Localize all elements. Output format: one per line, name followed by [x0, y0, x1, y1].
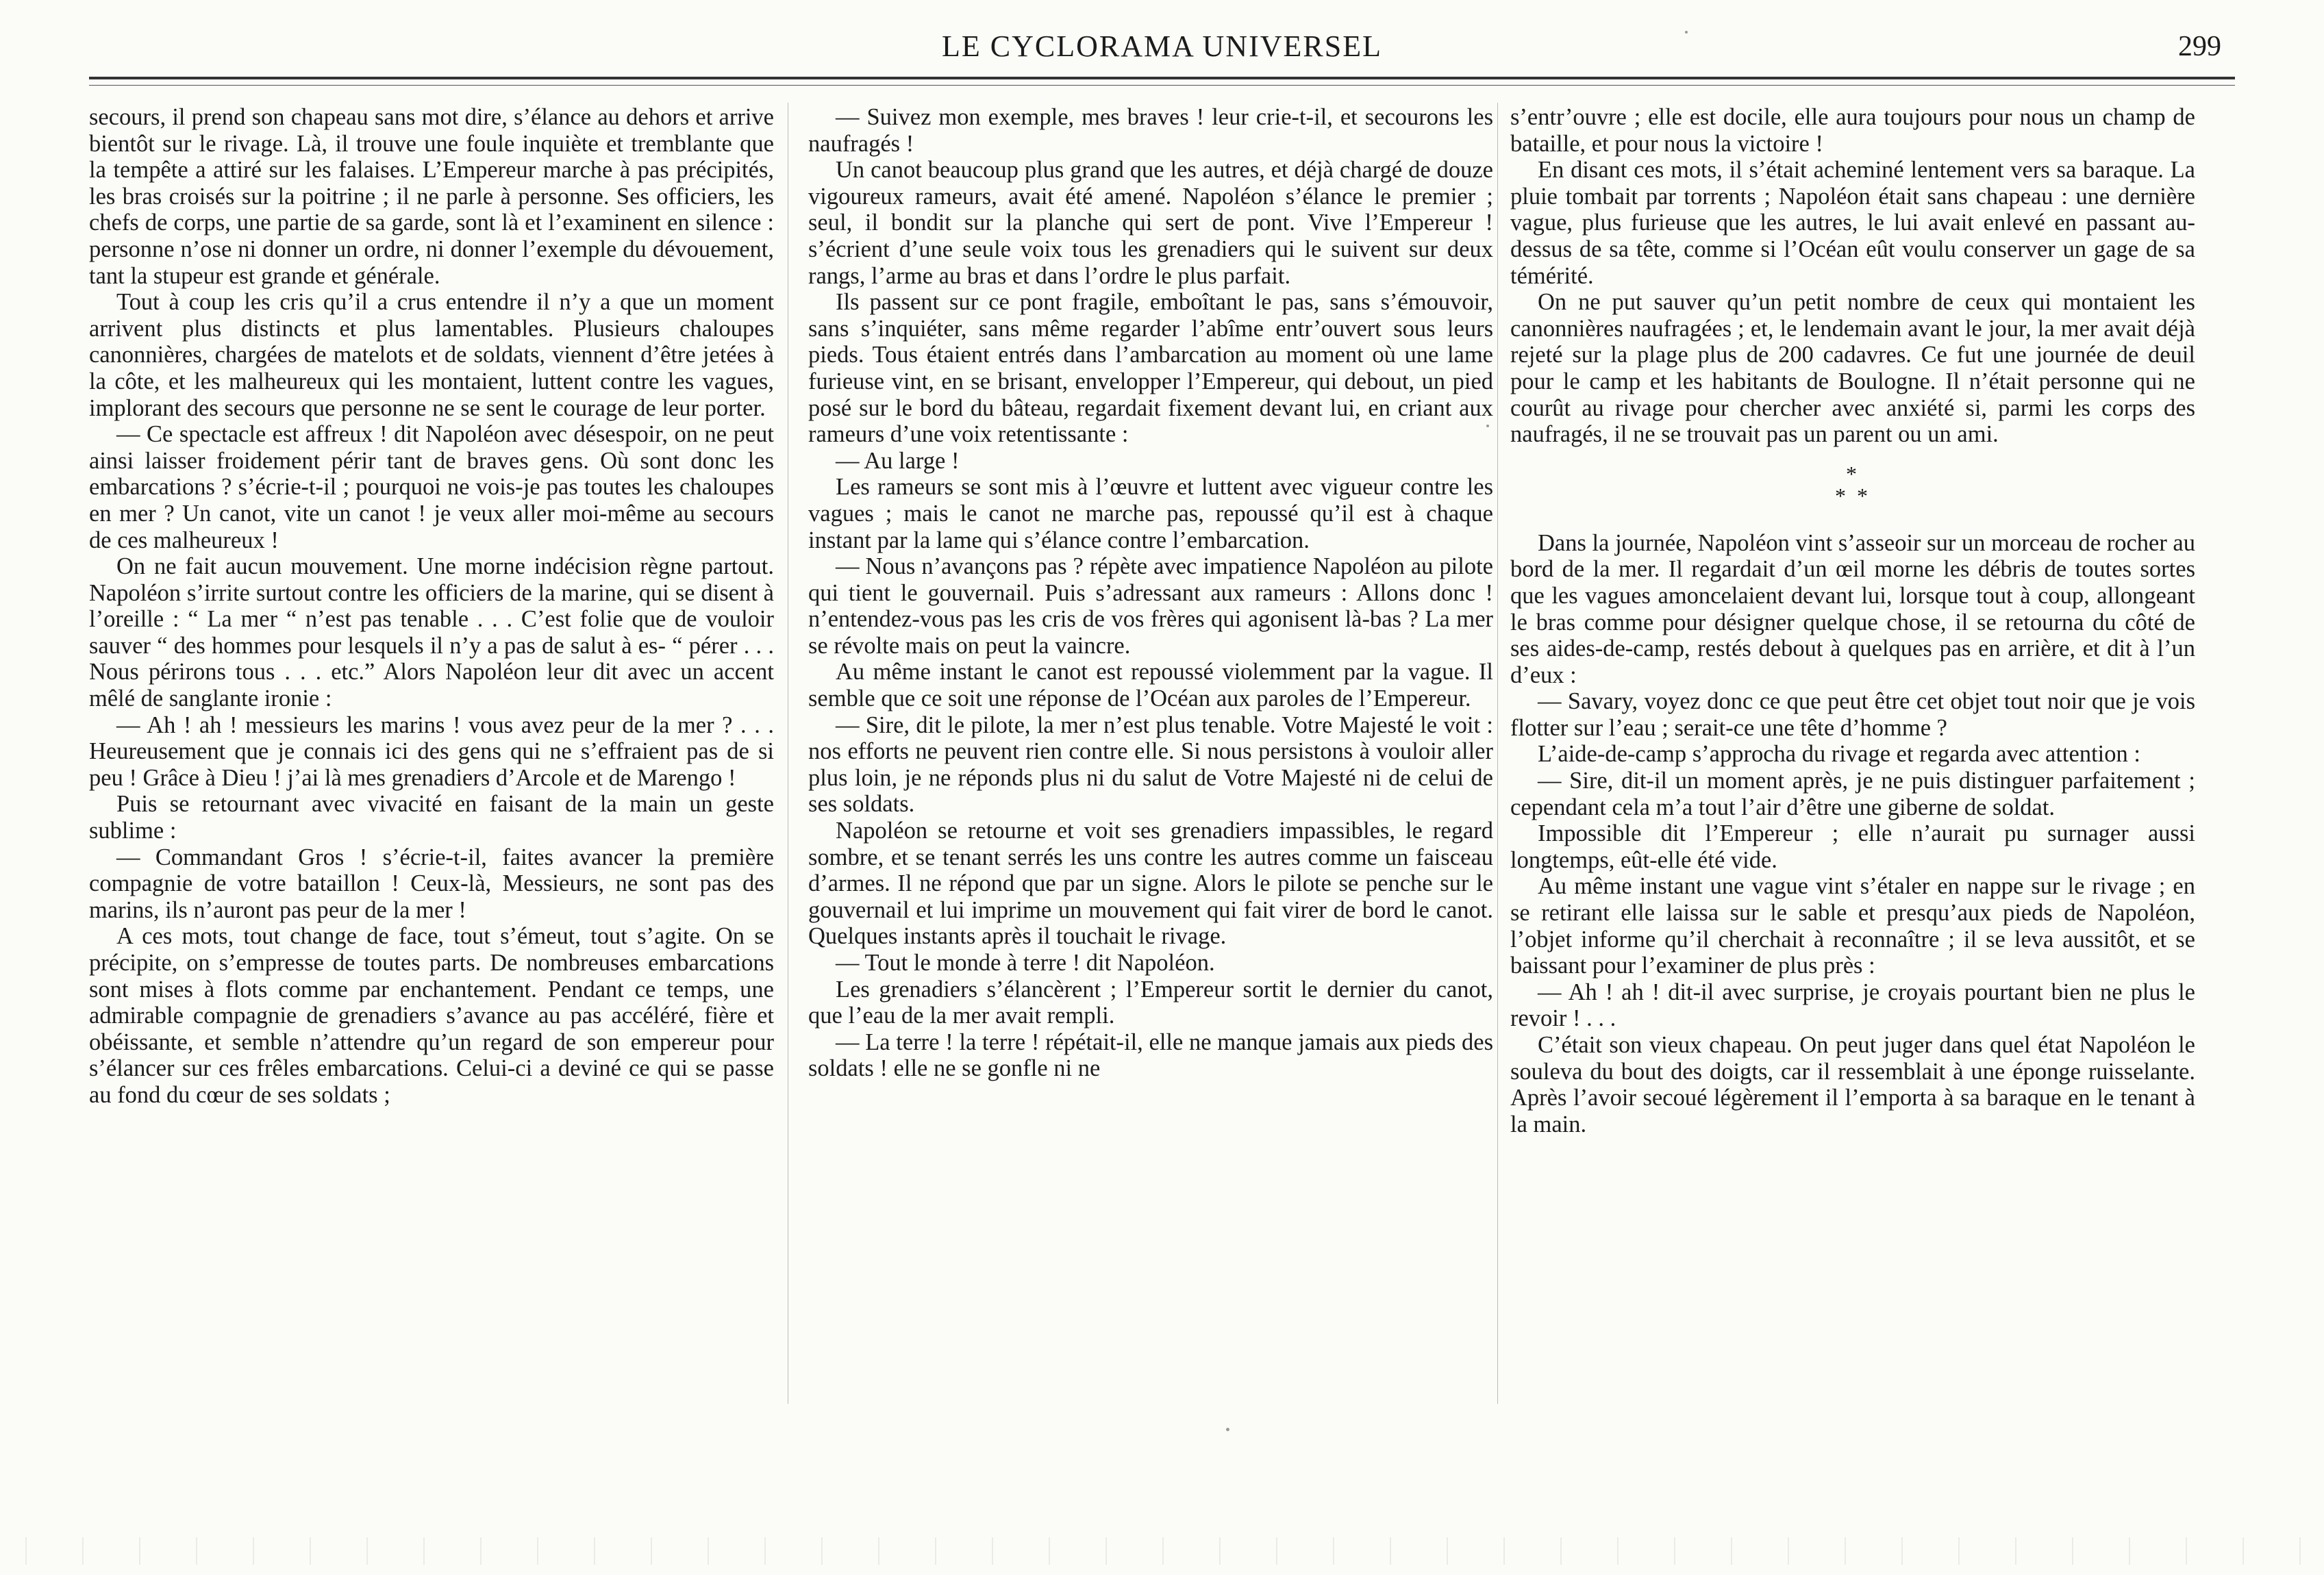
- header-rule-thin: [89, 85, 2235, 86]
- paragraph: — Suivez mon exemple, mes braves ! leur crie-t-il, et secourons les naufragés !: [808, 104, 1493, 157]
- ink-speck: [1685, 31, 1688, 34]
- paragraph: Les grenadiers s’élancèrent ; l’Empereur sortit le dernier du canot, que l’eau de la mer avait rempli.: [808, 976, 1493, 1029]
- header-rule-thick: [89, 77, 2235, 79]
- paragraph: s’entr’ouvre ; elle est docile, elle aura toujours pour nous un champ de bataille, et pour nous la victoire !: [1510, 104, 2195, 157]
- paragraph: — Ah ! ah ! dit-il avec surprise, je croyais pourtant bien ne plus le revoir ! . . .: [1510, 979, 2195, 1032]
- paragraph: Les rameurs se sont mis à l’œuvre et luttent avec vigueur contre les vagues ; mais le canot ne marche pas, repoussé qu’il est à chaque instant par la lame qui s’élance contre l’embarcation.: [808, 474, 1493, 553]
- paragraph: — Sire, dit le pilote, la mer n’est plus tenable. Votre Majesté le voit : nos efforts ne peuvent rien contre elle. Si nous persistons à vouloir aller plus loin, je ne réponds plus ni du salut de Votre Majesté ni de celui de ses soldats.: [808, 711, 1493, 818]
- paragraph: — Ah ! ah ! messieurs les marins ! vous avez peur de la mer ? . . . Heureusement que je connais ici des gens qui ne s’effraient pas de si peu ! Grâce à Dieu ! j’ai là mes grenadiers d’Arcole et de Marengo !: [89, 711, 774, 791]
- paragraph: — Savary, voyez donc ce que peut être cet objet tout noir que je vois flotter sur l’eau ; serait-ce une tête d’homme ?: [1510, 688, 2195, 741]
- paragraph: On ne put sauver qu’un petit nombre de ceux qui montaient les canonnières naufragées ; et, le lendemain avant le jour, la mer avait déjà rejeté sur la plage plus de 200 cadavres. Ce fut une journée de deuil pour le camp et les habitants de Boulogne. Il n’était personne qui ne courût au rivage pour chercher avec anxiété si, parmi les corps des naufragés, il ne se trouvait pas un parent ou un ami.: [1510, 289, 2195, 448]
- paragraph: — Nous n’avançons pas ? répète avec impatience Napoléon au pilote qui tient le gouvernail. Puis s’adressant aux rameurs : Allons donc ! n’entendez-vous pas les cris de vos frères qui agonisent là-bas ? La mer se révolte mais on peut la vaincre.: [808, 553, 1493, 659]
- paragraph: En disant ces mots, il s’était acheminé lentement vers sa baraque. La pluie tombait par torrents ; Napoléon était sans chapeau : une dernière vague, plus furieuse que les autres, le lui avait enlevé en passant au-dessus de sa tête, comme si l’Océan eût voulu conserver un gage de sa témérité.: [1510, 157, 2195, 289]
- ink-speck: [1226, 1428, 1229, 1431]
- paragraph: — Sire, dit-il un moment après, je ne puis distinguer parfaitement ; cependant cela m’a tout l’air d’être une giberne de soldat.: [1510, 768, 2195, 820]
- paragraph: Tout à coup les cris qu’il a crus entendre il n’y a que un moment arrivent plus distincts et plus lamentables. Plusieurs chaloupes canonnières, chargées de matelots et de soldats, viennent d’être jetées à la côte, et les malheureux qui les montaient, luttent contre les vagues, implorant des secours que personne ne se sent le courage de leur porter.: [89, 289, 774, 421]
- paragraph: On ne fait aucun mouvement. Une morne indécision règne partout. Napoléon s’irrite surtout contre les officiers de la marine, qui se disent à l’oreille : “ La mer “ n’est pas tenable . . . C’est folie que de vouloir sauver “ des hommes pour lesquels il n’y a pas de salut à es- “ pérer . . . Nous périrons tous . . . etc.” Alors Napoléon leur dit avec un accent mêlé de sanglante ironie :: [89, 553, 774, 712]
- running-head: [82, 26, 2242, 74]
- paragraph: Napoléon se retourne et voit ses grenadiers impassibles, le regard sombre, et se tenant serrés les uns contre les autres comme un faisceau d’armes. Il ne répond que par un signe. Alors le pilote se penche sur le gouvernail et lui imprime un mouvement qui fait virer de bord le canot. Quelques instants après il touchait le rivage.: [808, 818, 1493, 950]
- paragraph: Impossible dit l’Empereur ; elle n’aurait pu surnager aussi longtemps, eût-elle été vide.: [1510, 820, 2195, 873]
- paragraph: Au même instant une vague vint s’étaler en nappe sur le rivage ; en se retirant elle laissa sur le sable et presqu’aux pieds de Napoléon, l’objet informe qu’il cherchait à reconnaître ; il se leva aussitôt, et se baissant pour l’examiner de plus près :: [1510, 873, 2195, 979]
- paragraph: Dans la journée, Napoléon vint s’asseoir sur un morceau de rocher au bord de la mer. Il regardait d’un œil morne les débris de toutes sortes que les vagues amoncelaient devant lui, lorsque tout à coup, allongeant le bras comme pour désigner quelque chose, il se retourna du côté de ses aides-de-camp, restés debout à quelques pas en arrière, et dit à l’un d’eux :: [1510, 529, 2195, 688]
- text-column-1: [89, 104, 774, 1109]
- paragraph: — Tout le monde à terre ! dit Napoléon.: [836, 950, 1215, 976]
- paragraph: L’aide-de-camp s’approcha du rivage et regarda avec attention :: [1538, 741, 2140, 768]
- scan-noise: [0, 1537, 2324, 1565]
- paragraph: — La terre ! la terre ! répétait-il, elle ne manque jamais aux pieds des soldats ! elle ne se gonfle ni ne: [808, 1029, 1493, 1082]
- journal-title: LE CYCLORAMA UNIVERSEL: [942, 29, 1382, 63]
- page-number: 299: [2178, 31, 2221, 62]
- paragraph: — Ce spectacle est affreux ! dit Napoléon avec désespoir, on ne peut ainsi laisser froidement périr tant de braves gens. Où sont donc les embarcations ? s’écrie-t-il ; pourquoi ne vois-je pas toutes les chaloupes en mer ? Un canot, vite un canot ! je veux aller moi-même au secours de ces malheureux !: [89, 421, 774, 553]
- text-column-2: [808, 104, 1493, 1082]
- paragraph: C’était son vieux chapeau. On peut juger dans quel état Napoléon le souleva du bout des doigts, car il ressemblait à une éponge ruisselante. Après l’avoir secoué légèrement il l’emporta à sa baraque en le tenant à la main.: [1510, 1032, 2195, 1137]
- paragraph: — Commandant Gros ! s’écrie-t-il, faites avancer la première compagnie de votre bataillon ! Ceux-là, Messieurs, ne sont pas des marins, ils n’auront pas peur de la mer !: [89, 844, 774, 923]
- section-break-asterism: * * *: [1835, 461, 1871, 508]
- paragraph: secours, il prend son chapeau sans mot dire, s’élance au dehors et arrive bientôt sur le rivage. Là, il trouve une foule inquiète et tremblante que la tempête a attiré sur les falaises. L’Empereur marche à pas précipités, les bras croisés sur la poitrine ; il ne parle à personne. Ses officiers, les chefs de corps, une partie de sa garde, sont là et l’examinent en silence : personne n’ose ni donner un ordre, ni donner l’exemple du dévouement, tant la stupeur est grande et générale.: [89, 104, 774, 289]
- paragraph: Ils passent sur ce pont fragile, emboîtant le pas, sans s’émouvoir, sans s’inquiéter, sans même regarder l’abîme entr’ouvert sous leurs pieds. Tous étaient entrés dans l’ambarcation au moment où une lame furieuse vint, en se brisant, envelopper l’Empereur, qui debout, un pied posé sur le bord du bâteau, regardait fixement devant lui, en criant aux rameurs d’une voix retentissante :: [808, 289, 1493, 448]
- paragraph: Puis se retournant avec vivacité en faisant de la main un geste sublime :: [89, 791, 774, 844]
- paragraph: A ces mots, tout change de face, tout s’émeut, tout s’agite. On se précipite, on s’empresse de toutes parts. De nombreuses embarcations sont mises à flots comme par enchantement. Pendant ce temps, une admirable compagnie de grenadiers s’avance au pas accéléré, fière et obéissante, et semble n’attendre qu’un regard de son empereur pour s’élancer sur ces frêles embarcations. Celui-ci a deviné ce qui se passe au fond du cœur de ses soldats ;: [89, 923, 774, 1108]
- column-divider: [1497, 103, 1498, 1404]
- ink-speck: [1486, 425, 1489, 427]
- text-column-3: [1510, 104, 2195, 1137]
- paragraph: Au même instant le canot est repoussé violemment par la vague. Il semble que ce soit une réponse de l’Océan aux paroles de l’Empereur.: [808, 659, 1493, 712]
- paragraph: Un canot beaucoup plus grand que les autres, et déjà chargé de douze vigoureux rameurs, avait été amené. Napoléon s’élance le premier ; seul, il bondit sur la planche qui sert de pont. Vive l’Empereur ! s’écrient d’une seule voix tous les grenadiers qui le suivent sur deux rangs, l’arme au bras et dans l’ordre le plus parfait.: [808, 157, 1493, 289]
- paragraph: — Au large !: [836, 447, 960, 474]
